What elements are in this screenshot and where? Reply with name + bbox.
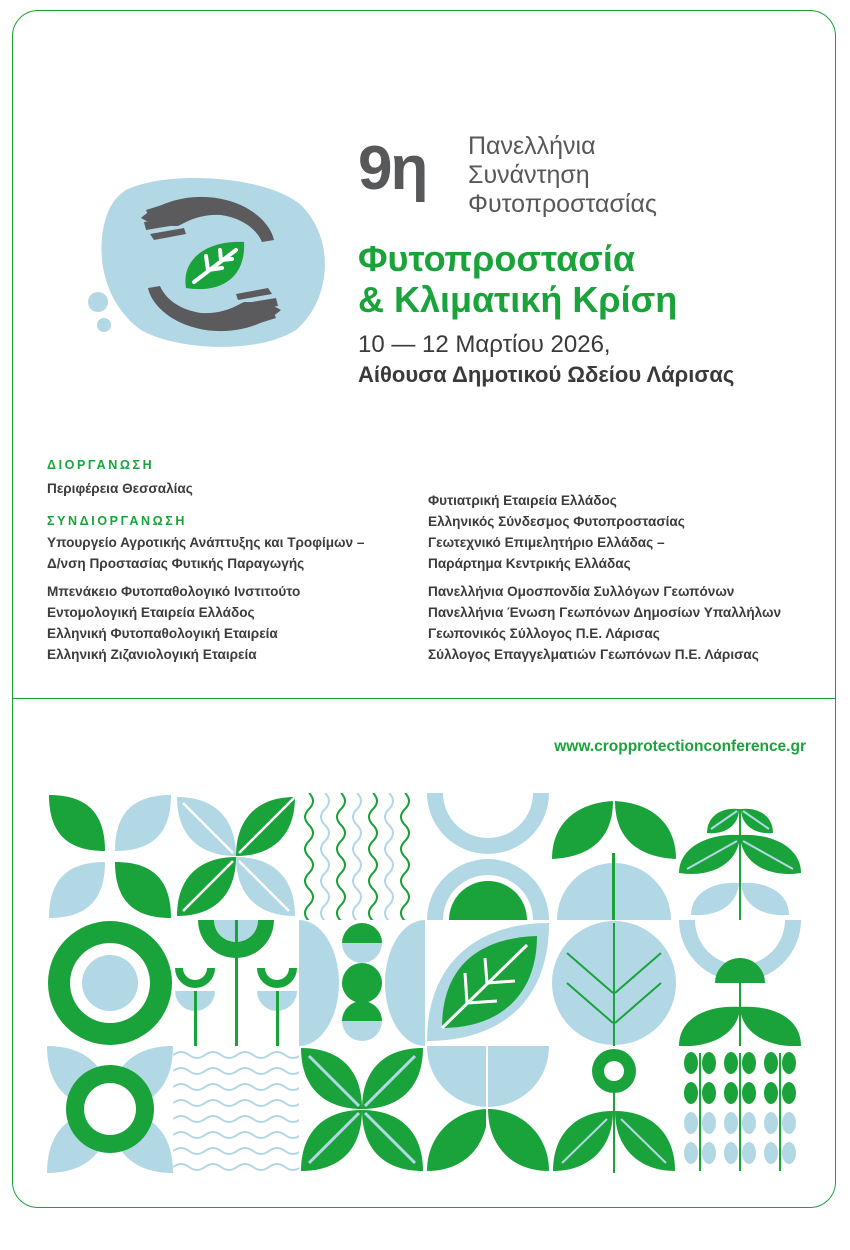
tile-branch-plant [679,809,801,920]
event-venue: Αίθουσα Δημοτικού Ωδείου Λάρισας [358,362,735,387]
tile-flower-stems [175,920,297,1046]
co-organizers-group-1 [47,532,364,574]
section-divider [13,698,835,699]
edition-number: 9η [358,134,427,203]
co-organizer: Μπενάκειο Φυτοπαθολογικό Ινστιτούτο [47,584,301,599]
tile-target-large [48,921,172,1045]
tile-arch-plant [679,920,801,1046]
co-organization-heading: ΣΥΝΔΙΟΡΓΑΝΩΣΗ [47,514,187,528]
co-organizer: Πανελλήνια Ομοσπονδία Συλλόγων Γεωπόνων [428,584,735,599]
organization-heading: ΔΙΟΡΓΑΝΩΣΗ [47,458,155,472]
co-organizers-group-3 [428,490,685,574]
tile-ring-leaves [553,1049,675,1173]
co-organizer: Ελληνική Φυτοπαθολογική Εταιρεία [47,626,278,641]
tile-arches [425,793,551,920]
conference-title [358,238,677,320]
edition-title [468,132,657,219]
tile-leaf-circle [552,921,676,1046]
website-link[interactable]: www.cropprotectionconference.gr [554,738,806,755]
co-organizer: Σύλλογος Επαγγελματιών Γεωπόνων Π.Ε. Λάρισας [428,647,759,662]
co-organizer: Παράρτημα Κεντρικής Ελλάδας [428,556,631,571]
event-dates: 10 — 12 Μαρτίου 2026, [358,331,611,358]
tile-target-flower [47,1046,173,1173]
tile-dots-column [299,920,425,1046]
botanical-pattern [47,793,803,1173]
tile-tulip [552,801,676,920]
tile-diamond-leaves [427,1046,549,1171]
co-organizers-group-4 [428,581,781,665]
tile-sprouts [684,1052,796,1171]
co-organizers-group-2 [47,581,300,665]
co-organizer: Ελληνικός Σύνδεσμος Φυτοπροστασίας [428,514,685,529]
tile-big-leaf [427,923,549,1041]
tile-waves-horizontal [173,1052,301,1170]
tile-x-leaves-green [301,1048,423,1171]
title-line-1: Φυτοπροστασία [358,238,635,279]
co-organizer: Πανελλήνια Ένωση Γεωπόνων Δημοσίων Υπαλλήλων [428,605,782,620]
co-organizer: Εντομολογική Εταιρεία Ελλάδος [47,605,255,620]
co-organizer: Υπουργείο Αγροτικής Ανάπτυξης και Τροφίμων – [47,535,365,550]
tile-waves-vertical [299,793,425,921]
co-organizer: Δ/νση Προστασίας Φυτικής Παραγωγής [47,556,305,571]
title-line-2: & Κλιματική Κρίση [358,279,678,320]
organizer-name: Περιφέρεια Θεσσαλίας [47,481,193,496]
edition-line: Συνάντηση [468,161,590,189]
co-organizer: Γεωπονικός Σύλλογος Π.Ε. Λάρισας [428,626,660,641]
conference-logo [86,170,336,350]
edition-line: Πανελλήνια [468,132,596,160]
co-organizer: Ελληνική Ζιζανιολογική Εταιρεία [47,647,257,662]
tile-x-leaves [173,793,299,920]
edition-line: Φυτοπροστασίας [468,190,657,218]
co-organizer: Φυτιατρική Εταιρεία Ελλάδος [428,493,617,508]
co-organizer: Γεωτεχνικό Επιμελητήριο Ελλάδας – [428,535,665,550]
tile-leaves-grid [49,795,171,918]
